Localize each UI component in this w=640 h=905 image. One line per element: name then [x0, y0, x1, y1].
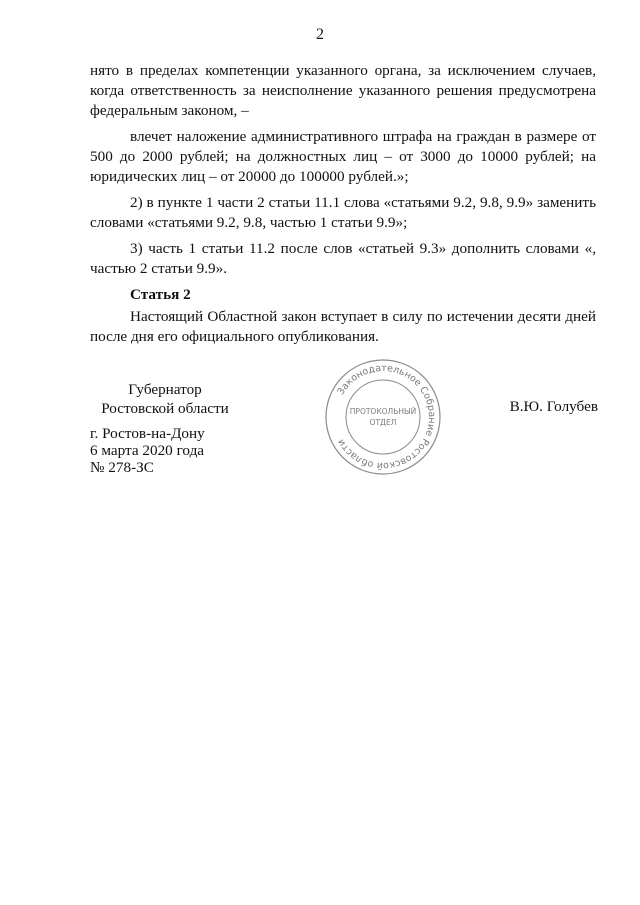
signer-name: В.Ю. Голубев	[509, 398, 598, 415]
document-body	[90, 61, 596, 279]
official-seal	[322, 356, 444, 478]
place-date-block	[90, 425, 205, 476]
law-number: № 278-ЗС	[90, 459, 154, 476]
paragraph-penalty: влечет наложение административного штрафа на граждан в размере от 500 до 2000 рублей; на должностных лиц – от 3000 до 10000 рублей; на юридических лиц – от 20000 до 100000 рублей.»;	[90, 128, 596, 185]
seal-ring-text: Законодательное Собрание Ростовской области	[335, 362, 438, 472]
law-date: 6 марта 2020 года	[90, 442, 205, 459]
paragraph-item-3: 3) часть 1 статьи 11.2 после слов «статьей 9.3» дополнить словами «, частью 2 статьи 9.9».	[90, 240, 596, 277]
seal-line2: ОТДЕЛ	[369, 418, 397, 427]
article-text: Настоящий Областной закон вступает в силу по истечении десяти дней после дня его официального опубликования.	[90, 308, 596, 345]
paragraph-continuation: нято в пределах компетенции указанного органа, за исключением случаев, когда ответственность за неисполнение указанного решения предусмотрена федеральным законом, –	[90, 62, 596, 119]
article-heading: Статья 2	[130, 286, 191, 303]
place-city: г. Ростов-на-Дону	[90, 425, 205, 442]
signatory-title-line2: Ростовской области	[101, 400, 229, 417]
signatory-title-line1: Губернатор	[128, 381, 202, 398]
seal-line1: ПРОТОКОЛЬНЫЙ	[349, 407, 417, 416]
page-number: 2	[316, 26, 324, 43]
signatory-title	[90, 380, 240, 418]
paragraph-item-2: 2) в пункте 1 части 2 статьи 11.1 слова «статьями 9.2, 9.8, 9.9» заменить словами «статьями 9.2, 9.8, частью 1 статьи 9.9»;	[90, 194, 596, 231]
